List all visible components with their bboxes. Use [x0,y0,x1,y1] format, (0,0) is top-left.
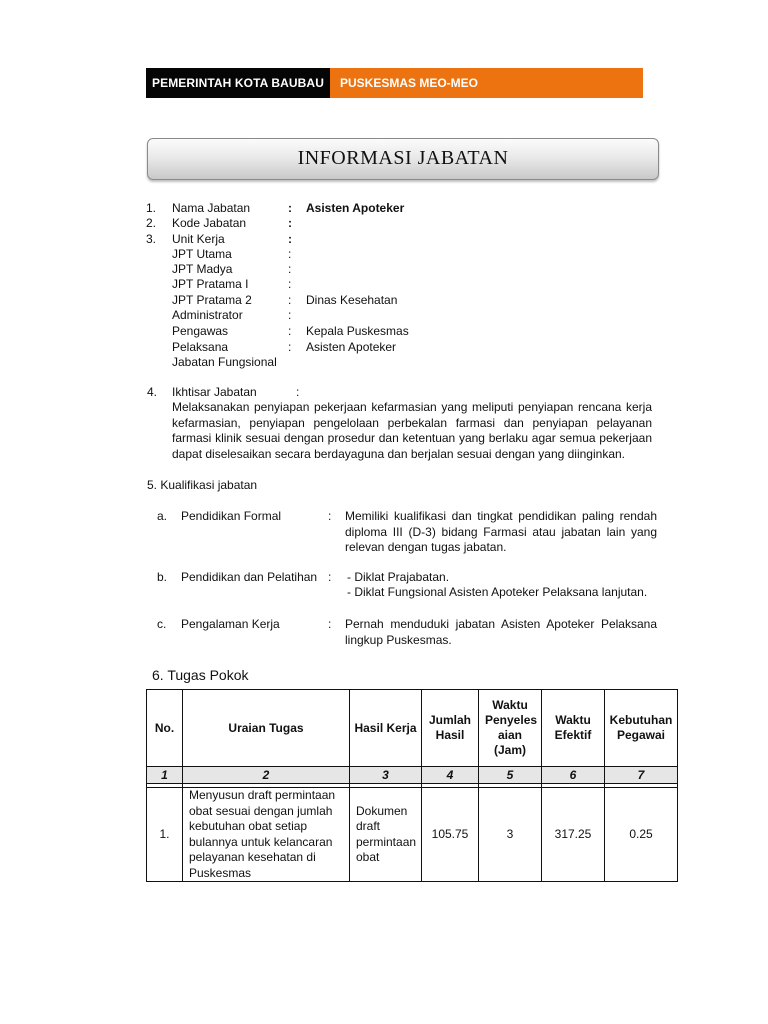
item-label: JPT Utama [172,247,232,261]
tugas-heading: 6. Tugas Pokok [152,667,249,683]
item-label: Jabatan Fungsional [172,355,277,369]
col-header-kebutuhan: Kebutuhan Pegawai [605,690,678,767]
kualifikasi-heading: 5. Kualifikasi jabatan [147,478,258,492]
cell-efektif: 317.25 [542,788,605,882]
cell-uraian: Menyusun draft permintaan obat sesuai dengan jumlah kebutuhan obat setiap bulannya untuk kelancaran pelayanan kesehatan di Puskesmas [183,788,350,882]
item-number: 2. [146,216,157,230]
item-number: 3. [146,232,157,246]
item-colon: : [288,216,292,230]
item-colon: : [288,308,292,322]
cell-waktu: 3 [479,788,542,882]
item-label: Kode Jabatan [172,216,247,230]
item-label: Unit Kerja [172,232,225,246]
kualifikasi-a-letter: a. [157,509,168,523]
page-title: INFORMASI JABATAN [147,138,659,180]
index-cell: 1 [147,767,183,784]
cell-kebutuhan: 0.25 [605,788,678,882]
item-value: Asisten Apoteker [306,340,397,354]
item-label: Administrator [172,308,243,322]
index-cell: 3 [350,767,422,784]
table-index-row [147,767,678,784]
col-header-no: No. [147,690,183,767]
ikhtisar-colon: : [296,385,300,399]
item-number: 1. [146,201,157,215]
item-label: JPT Pratama I [172,277,249,291]
item-colon: : [288,232,292,246]
table-row [147,788,678,882]
item-colon: : [288,340,292,354]
kualifikasi-b-letter: b. [157,570,168,584]
item-colon: : [288,201,292,215]
kualifikasi-b-colon: : [328,570,332,584]
item-label: JPT Madya [172,262,233,276]
kualifikasi-b-line2: - Diklat Fungsional Asisten Apoteker Pelaksana lanjutan. [347,585,648,599]
item-label: JPT Pratama 2 [172,293,252,307]
item-label: Pengawas [172,324,229,338]
cell-jumlah: 105.75 [422,788,479,882]
index-cell: 7 [605,767,678,784]
col-header-jumlah: Jumlah Hasil [422,690,479,767]
item-label: Nama Jabatan [172,201,251,215]
kualifikasi-c-text: Pernah menduduki jabatan Asisten Apoteker Pelaksana lingkup Puskesmas. [345,617,657,647]
kualifikasi-a-colon: : [328,509,332,523]
ikhtisar-label: Ikhtisar Jabatan [172,385,257,399]
kualifikasi-a-label: Pendidikan Formal [181,509,282,523]
index-cell: 4 [422,767,479,784]
kualifikasi-c-letter: c. [157,617,167,631]
item-colon: : [288,247,292,261]
item-value: Kepala Puskesmas [306,324,409,338]
item-colon: : [288,262,292,276]
item-value: Asisten Apoteker [306,201,405,215]
tugas-table [146,689,678,882]
col-header-uraian: Uraian Tugas [183,690,350,767]
cell-hasil: Dokumen draft permintaan obat [350,788,422,882]
kualifikasi-c-label: Pengalaman Kerja [181,617,280,631]
item-label: Pelaksana [172,340,229,354]
header-puskesmas: PUSKESMAS MEO-MEO [330,68,643,98]
index-cell: 2 [183,767,350,784]
kualifikasi-b-line1: - Diklat Prajabatan. [347,570,450,584]
ikhtisar-text: Melaksanakan penyiapan pekerjaan kefarmasian yang meliputi penyiapan rencana kerja kefarmasian, penyiapan pengelolaan perbekalan farmasi dan penyiapan pelayanan farmasi klinik sesuai dengan prosedur dan ketentuan yang berlaku agar semua pekerjaan dapat diselesaikan secara berdayaguna dan berjalan sesuai dengan yang diinginkan. [172,400,652,461]
col-header-hasil: Hasil Kerja [350,690,422,767]
col-header-efektif: Waktu Efektif [542,690,605,767]
item-colon: : [288,293,292,307]
header-government: PEMERINTAH KOTA BAUBAU [146,68,330,98]
kualifikasi-a-text: Memiliki kualifikasi dan tingkat pendidikan paling rendah diploma III (D-3) bidang Farmasi atau jabatan lain yang relevan dengan tugas jabatan. [345,509,657,555]
index-cell: 6 [542,767,605,784]
col-header-waktu: Waktu Penyeles aian (Jam) [479,690,542,767]
item-colon: : [288,277,292,291]
ikhtisar-num: 4. [147,385,158,399]
kualifikasi-c-colon: : [328,617,332,631]
cell-no: 1. [147,788,183,882]
kualifikasi-b-label: Pendidikan dan Pelatihan [181,570,318,584]
index-cell: 5 [479,767,542,784]
item-value: Dinas Kesehatan [306,293,398,307]
table-header-row [147,690,678,767]
item-colon: : [288,324,292,338]
